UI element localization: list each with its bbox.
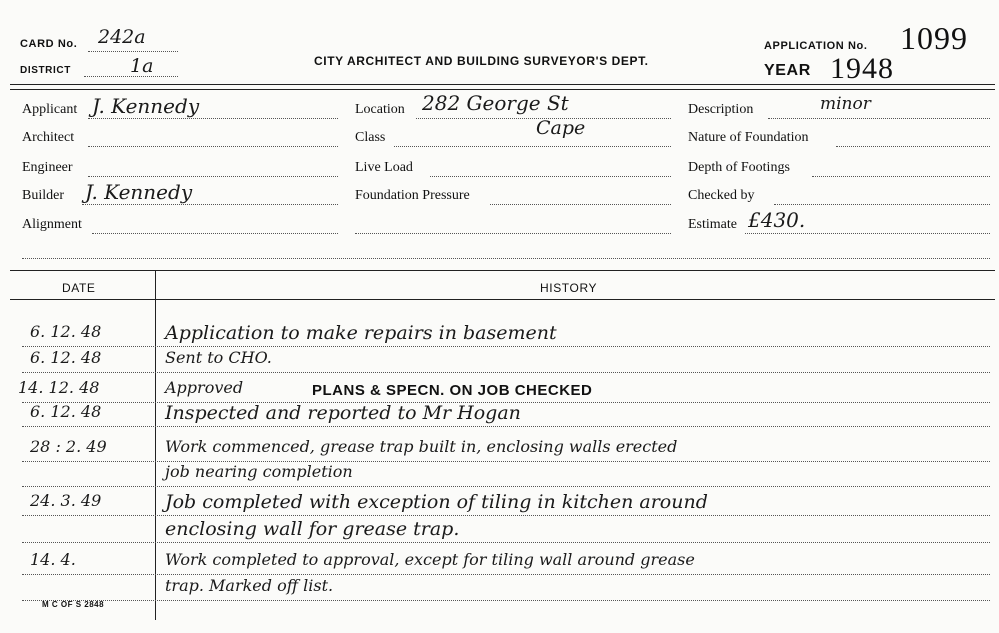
engineer-line [88,176,338,177]
applicant-line [88,118,338,119]
row-rule [22,426,990,427]
row-date: 6. 12. 48 [30,402,102,421]
alignment-label: Alignment [22,217,82,232]
checked-line [774,204,990,205]
row-history-text: Work commenced, grease trap built in, enclosing walls erected [165,437,678,456]
foundation-pressure-label: Foundation Pressure [355,188,470,203]
builder-value: J. Kennedy [85,180,193,204]
live-load-line [430,176,671,177]
row-rule [22,574,990,575]
row-rule [22,372,990,373]
year-label: YEAR [764,62,811,79]
row-history-text: trap. Marked off list. [165,576,334,595]
builder-label: Builder [22,188,64,203]
district-label: DISTRICT [20,65,71,76]
card-no-label: CARD No. [20,38,78,50]
table-row [0,348,999,374]
row-date: 24. 3. 49 [30,491,102,510]
card-no-line [88,51,178,52]
row-rule [22,346,990,347]
estimate-label: Estimate [688,217,737,232]
table-row [0,550,999,576]
table-rule-top [10,270,995,271]
header-rule-top [10,84,995,85]
row-history-text: enclosing wall for grease trap. [165,518,460,540]
row-date: 6. 12. 48 [30,322,102,341]
table-row [0,462,999,488]
class-line [394,146,671,147]
description-label: Description [688,102,754,117]
architect-label: Architect [22,130,75,145]
row-history-text: job nearing completion [165,462,353,481]
table-row [0,402,999,428]
row-rule [22,600,990,601]
alignment-line [92,233,338,234]
year-value: 1948 [830,52,894,85]
row-history-text: Approved [165,378,244,397]
location-value-line2: Cape [536,117,586,139]
nature-line [836,146,990,147]
live-load-label: Live Load [355,160,413,175]
application-number: 1099 [900,20,968,56]
row-date: 14. 4. [30,550,76,569]
row-rule [22,486,990,487]
row-rule [22,515,990,516]
location-value: 282 George St [422,91,569,115]
foundation-pressure-line [490,204,671,205]
table-row [0,491,999,517]
description-value: minor [820,94,871,114]
checked-by-label: Checked by [688,188,755,203]
builder-line [82,204,338,205]
description-line [768,118,990,119]
district-value: 1a [130,55,154,77]
history-column-header: HISTORY [540,281,598,295]
row-date: 6. 12. 48 [30,348,102,367]
plans-checked-stamp: PLANS & SPECN. ON JOB CHECKED [312,382,593,399]
depth-line [812,176,990,177]
form-code: M C OF S 2848 [42,600,105,609]
district-line [84,76,178,77]
table-row [0,437,999,463]
application-label: APPLICATION No. [764,40,868,52]
estimate-line [745,233,990,234]
engineer-label: Engineer [22,160,73,175]
class-label: Class [355,130,386,145]
date-column-header: DATE [62,281,96,295]
card-no-value: 242a [98,26,146,48]
column2-blank-line [355,233,671,234]
nature-of-foundation-label: Nature of Foundation [688,130,809,145]
table-rule-header [10,299,995,300]
row-date: 28 : 2. 49 [30,437,107,456]
applicant-label: Applicant [22,102,78,117]
fields-bottom-dotted [22,258,990,259]
row-history-text: Sent to CHO. [165,348,272,367]
dept-title: CITY ARCHITECT AND BUILDING SURVEYOR'S DEPT. [314,54,649,68]
estimate-value: £430. [748,208,806,232]
row-history-text: Job completed with exception of tiling in kitchen around [165,491,708,513]
row-date: 14. 12. 48 [18,378,100,397]
table-row [0,518,999,544]
location-label: Location [355,102,405,117]
applicant-value: J. Kennedy [92,94,200,118]
row-history-text: Application to make repairs in basement [165,322,557,344]
row-history-text: Inspected and reported to Mr Hogan [165,402,521,424]
header-rule-bottom [10,89,995,90]
table-row [0,576,999,602]
architect-line [88,146,338,147]
table-row [0,322,999,348]
row-rule [22,542,990,543]
row-history-text: Work completed to approval, except for tiling wall around grease [165,550,695,569]
depth-of-footings-label: Depth of Footings [688,160,790,175]
